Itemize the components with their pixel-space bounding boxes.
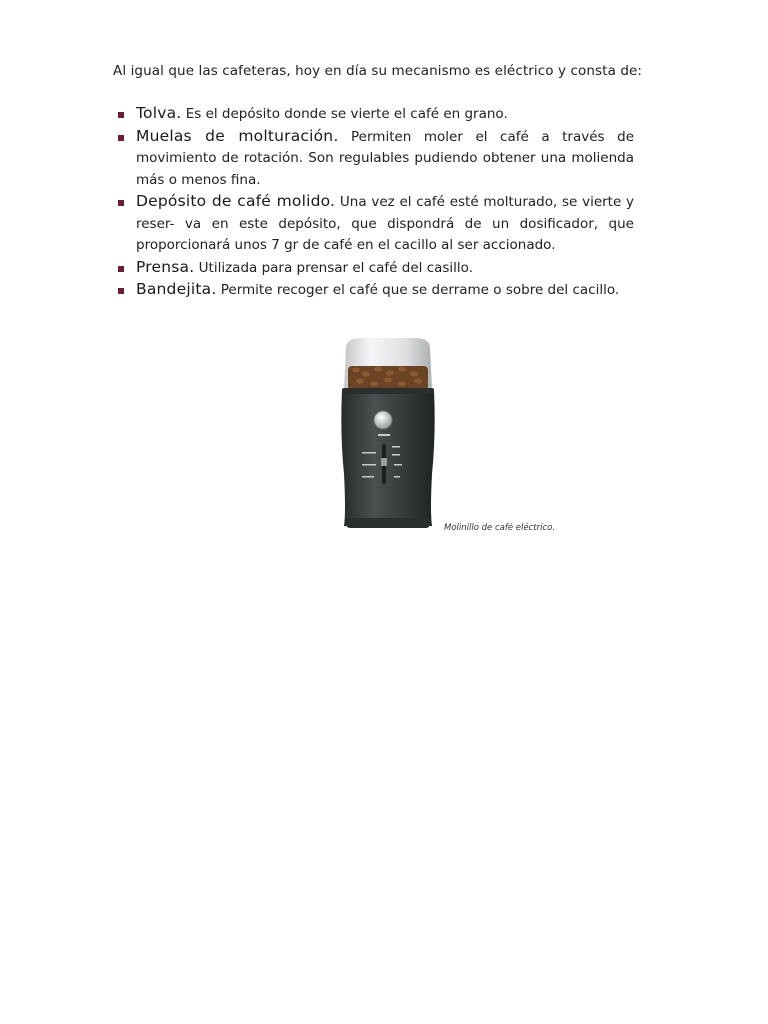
components-list	[118, 103, 634, 302]
item-term: Muelas de molturación.	[136, 126, 339, 145]
list-item	[118, 279, 634, 302]
item-term: Depósito de café molido.	[136, 192, 336, 210]
item-term: Prensa.	[136, 257, 195, 276]
coffee-grinder-image	[332, 334, 444, 534]
item-desc: Es el depósito donde se vierte el café en grano.	[185, 106, 508, 122]
square-bullet-icon	[118, 112, 124, 118]
item-term: Tolva.	[136, 104, 182, 122]
item-term: Bandejita.	[136, 280, 217, 298]
square-bullet-icon	[118, 135, 124, 141]
square-bullet-icon	[118, 200, 124, 206]
item-desc: Una vez el café esté molturado, se vierte y reser- va en este depósito, que dispondrá de un dosificador, que proporcionará unos 7 gr de café en el cacillo al ser accionado.	[136, 194, 634, 253]
item-desc: Permite recoger el café que se derrame o sobre del cacillo.	[220, 282, 620, 298]
square-bullet-icon	[118, 288, 124, 294]
list-item	[118, 103, 634, 126]
list-item	[118, 126, 634, 192]
coffee-grinder-icon	[332, 334, 444, 534]
square-bullet-icon	[118, 266, 124, 272]
item-desc: Utilizada para prensar el café del casillo.	[198, 259, 473, 276]
figure-caption: Molinillo de café eléctrico.	[444, 523, 556, 533]
list-item	[118, 191, 634, 257]
list-item	[118, 257, 634, 280]
intro-paragraph: Al igual que las cafeteras, hoy en día su mecanismo es eléctrico y consta de:	[113, 63, 643, 79]
item-desc: Permiten moler el café a través de movimiento de rotación. Son regulables pudiendo obtener una molienda más o menos fina.	[136, 128, 634, 188]
